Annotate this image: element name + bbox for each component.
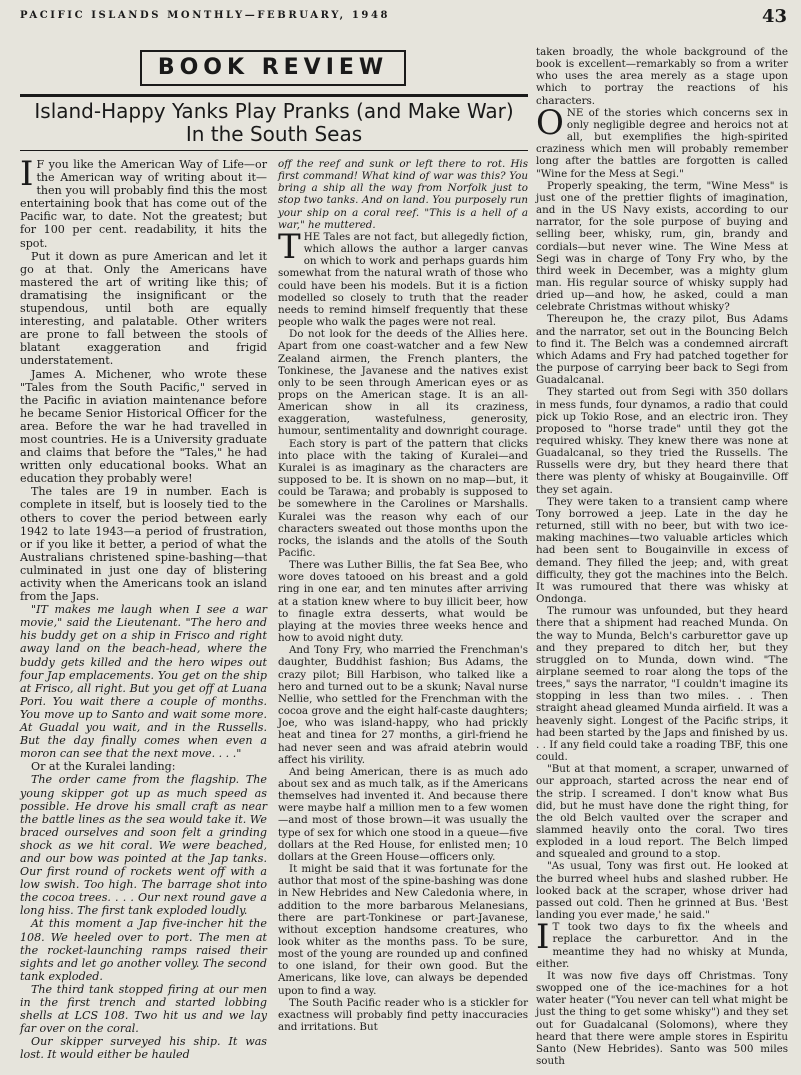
paragraph-text: Do not look for the deeds of the Allies here. Apart from one coast-watcher and a few New Zealand airmen, the French planters, the Tonkinese, the Javanese and the natives exist only to be seen through American eyes or as props on the American stage. It is an all-American show in all its craziness, exaggeration, wastefulness, generosity, humour, sentimentality and downright courage. xyxy=(278,328,528,438)
col1-paragraph xyxy=(20,1035,267,1061)
paragraph-text: HE Tales are not fact, but allegedly fiction, which allows the author a larger canvas on which to work and perhaps guards him somewhat from the natural wrath of those who could have been his models. But it is a fiction modelled so closely to truth that the reader needs to remind himself frequently that these people who walk the pages were not real. xyxy=(278,230,528,329)
col3-paragraph xyxy=(536,605,788,763)
col3-paragraph xyxy=(536,386,788,495)
headline-line-1: Island-Happy Yanks Play Pranks (and Make War) xyxy=(34,99,514,123)
col1-paragraph xyxy=(20,760,267,773)
col2-paragraph xyxy=(278,438,528,560)
col1-paragraph xyxy=(20,773,267,917)
paragraph-text: Our skipper surveyed his ship. It was lost. It would either be hauled xyxy=(20,1035,267,1062)
paragraph-text: The rumour was unfounded, but they heard there that a shipment had reached Munda. On the way to Munda, Belch's carburettor gave up and they prepared to ditch her, but they struggled on to Munda, down wind. "The airplane seemed to roar along the tops of the trees," says the narrator, "I couldn't imagine its stopping in less than two miles. . . Then straight ahead gleamed Munda airfield. It was a heavenly sight. Longest of the Pacific strips, it had been started by the Japs and finished by us. . . If any field could take a roading TBF, this one could. xyxy=(536,605,788,764)
paragraph-text: Put it down as pure American and let it go at that. Only the Americans have mastered the art of writing like this; of dramatising the insignificant or the stupendous, until both are equally interesting, and palatable. Other writers are prone to fall between the stools of blatant exaggeration and frigid understatement. xyxy=(20,249,267,368)
col3-paragraph xyxy=(536,313,788,386)
heading-rule-top xyxy=(20,94,528,97)
col1-paragraph xyxy=(20,485,267,603)
page-number: 43 xyxy=(761,6,787,27)
col2-paragraph xyxy=(278,158,528,231)
column-3 xyxy=(536,46,788,1067)
col2-paragraph xyxy=(278,644,528,766)
column-2 xyxy=(278,158,528,1033)
col3-paragraph xyxy=(536,180,788,314)
drop-cap: I xyxy=(20,154,34,194)
col2-paragraph xyxy=(278,997,528,1033)
paragraph-text: Properly speaking, the term, "Wine Mess" is just one of the prettier flights of imagination, and in the US Navy exists, according to our narrator, for the sole purpose of buying and selling beer, whisky, rum, gin, brandy and cordials—but never wine. The Wine Mess at Segi was in charge of Tony Fry who, by the third week in December, was a mighty glum man. His regular source of whisky supply had dried up—and how, he asked, could a man celebrate Christmas without whisky? xyxy=(536,179,788,314)
col2-paragraph xyxy=(278,559,528,644)
paragraph-text: "IT makes me laugh when I see a war movie," said the Lieutenant. "The hero and his buddy get on a ship in Frisco and right away land on the beach-head, where the buddy gets killed and the hero wipes out four Jap emplacements. You get on the ship at Frisco, all right. But you get off at Luana Pori. You wait there a couple of months. You move up to Santo and wait some more. At Guadal you wait, and in the Russells. But the day finally comes when even a moron can see that the next move. . . ." xyxy=(20,603,267,761)
col1-paragraph xyxy=(20,603,267,760)
paragraph-text: The tales are 19 in number. Each is complete in itself, but is loosely tied to the others to cover the period between early 1942 to late 1943—a period of frustration, or if you like it better, a period of what the Australians christened spine-bashing—that culminated in just one day of blistering activity when the Americans took an island from the Japs. xyxy=(20,485,267,604)
col1-paragraph xyxy=(20,917,267,982)
column-1 xyxy=(20,154,267,1062)
col3-paragraph xyxy=(536,970,788,1067)
col3-paragraph xyxy=(536,102,788,180)
running-head: PACIFIC ISLANDS MONTHLY—FEBRUARY, 1948 xyxy=(20,10,391,21)
paragraph-text: Each story is part of the pattern that clicks into place with the taking of Kuralei—and Kuralei is as imaginary as the characters are supposed to be. It is shown on no map—but, it could be Tarawa; and probably is supposed to be somewhere in the Carolines or Marshalls. Kuralei was the reason why each of our characters sweated out those months upon the rocks, the islands and the atolls of the South Pacific. xyxy=(278,437,528,559)
paragraph-text: They were taken to a transient camp where Tony borrowed a jeep. Late in the day he returned, still with no beer, but with two ice-making machines—two valuable articles which had been sent to Bougainville in excess of demand. They filled the jeep; and, with great difficulty, they got the machines into the Belch. It was rumoured that there was whisky at Ondonga. xyxy=(536,495,788,606)
col2-paragraph xyxy=(278,863,528,997)
paragraph-text: James A. Michener, who wrote these "Tales from the South Pacific," served in the Pacific in aviation maintenance before he became Senior Historical Officer for the area. Before the war he had travelled in most countries. He is a University graduate and claims that before the "Tales," he had written only educational books. What an education they probably were! xyxy=(20,367,267,486)
paragraph-text: The South Pacific reader who is a stickler for exactness will probably find petty inaccuracies and irritations. But xyxy=(278,996,528,1034)
paragraph-text: The third tank stopped firing at our men in the first trench and started lobbing shells at LCS 108. Two hit us and we lay far over on the coral. xyxy=(20,982,267,1036)
paragraph-text: Thereupon he, the crazy pilot, Bus Adams and the narrator, set out in the Bouncing Belch to find it. The Belch was a condemned aircraft which Adams and Fry had patched together for the purpose of carrying beer back to Segi from Guadalcanal. xyxy=(536,313,788,387)
col2-paragraph xyxy=(278,766,528,863)
drop-cap: I xyxy=(536,917,550,958)
paragraph-text: There was Luther Billis, the fat Sea Bee, who wore doves tatooed on his breast and a gold ring in one ear, and ten minutes after arriving at a station knew where to buy illicit beer, how to finagle extra desserts, what would be playing at the movies three weeks hence and how to avoid night duty. xyxy=(278,559,528,645)
col2-paragraph xyxy=(278,328,528,437)
drop-cap: T xyxy=(278,226,301,267)
col3-paragraph xyxy=(536,496,788,605)
col1-paragraph xyxy=(20,250,267,368)
paragraph-text: The order came from the flagship. The young skipper got up as much speed as possible. He drove his small craft as near the battle lines as the sea would take it. We braced ourselves and soon felt a grinding shock as we hit coral. We were beached, and our bow was pointed at the Jap tanks. Our first round of rockets went off with a low swish. Too high. The barrage shot into the cocoa trees. . . . Our next round gave a long hiss. The first tank exploded loudly. xyxy=(20,773,267,918)
headline-line-2: In the South Seas xyxy=(185,122,363,146)
paragraph-text: At this moment a Jap five-incher hit the 108. We heeled over to port. The men at the rocket-launching ramps raised their sights and let go another volley. The second tank exploded. xyxy=(20,917,267,983)
paragraph-text: "As usual, Tony was first out. He looked at the burred wheel hubs and slashed rubber. He looked back at the scraper, whose driver had passed out cold. Then he grinned at Bus. 'Best landing you ever made,' he said." xyxy=(536,860,788,922)
col3-paragraph xyxy=(536,763,788,860)
drop-cap: O xyxy=(536,102,564,143)
paragraph-text: T took two days to fix the wheels and replace the carburettor. And in the meantime they had no whisky at Munda, either. xyxy=(536,921,788,970)
col2-paragraph xyxy=(278,226,528,329)
paragraph-text: off the reef and sunk or left there to rot. His first command! What kind of war was this? You bring a ship all the way from Norfolk just to stop two tanks. And on land. You purposely run your ship on a coral reef. "This is a hell of a war," he muttered. xyxy=(278,158,528,231)
heading-rule-bottom xyxy=(20,150,528,151)
paragraph-text: taken broadly, the whole background of the book is excellent—remarkably so from a writer who uses the area merely as a stage upon which to portray the reactions of his characters. xyxy=(536,46,788,107)
section-label: BOOK REVIEW xyxy=(140,50,406,86)
col1-paragraph xyxy=(20,368,267,486)
paragraph-text: NE of the stories which concerns sex in only negligible degree and heroics not at all, but exemplifies the high-spirited craziness which men will probably remember long after the battles are forgotten is called "Wine for the Mess at Segi." xyxy=(536,106,788,180)
col1-paragraph xyxy=(20,983,267,1035)
col1-paragraph xyxy=(20,154,267,250)
paragraph-text: And Tony Fry, who married the Frenchman's daughter, Buddhist fashion; Bus Adams, the crazy pilot; Bill Harbison, who talked like a hero and turned out to be a skunk; Naval nurse Nellie, who settled for the Frenchman with the cocoa grove and the eight half-caste daughters; Joe, who was island-happy, who had prickly heat and tinea for 27 months, a girl-friend he had never seen and was afraid atebrin would affect his virility. xyxy=(278,644,528,766)
col3-paragraph xyxy=(536,860,788,921)
paragraph-text: Or at the Kuralei landing: xyxy=(31,760,176,774)
paragraph-text: It might be said that it was fortunate for the author that most of the spine-bashing was done in New Hebrides and New Caledonia where, in addition to the more barbarous Melanesians, there are part-Tonkinese or part-Javanese, without exception handsome creatures, who look whiter as the months pass. To be sure, most of the young are rounded up and confined to one island, for their own good. But the Americans, like love, can always be depended upon to find a way. xyxy=(278,863,528,997)
article-headline xyxy=(20,100,528,146)
col3-paragraph xyxy=(536,46,788,107)
col3-paragraph xyxy=(536,917,788,970)
paragraph-text: And being American, there is as much ado about sex and as much talk, as if the Americans themselves had invented it. And because there were maybe half a million men to a few women—and most of those brown—it was usually the type of sex for which one stood in a queue—five dollars at the Red House, for enlisted men; 10 dollars at the Green House—officers only. xyxy=(278,765,528,863)
paragraph-text: They started out from Segi with 350 dollars in mess funds, four dynamos, a radio that could pick up Tokio Rose, and an electric iron. They proposed to "horse trade" until they got the required whisky. They knew there was none at Guadalcanal, so they tried the Russells. The Russells were dry, but they heard there that there was plenty of whisky at Bougainville. Off they set again. xyxy=(536,386,788,496)
paragraph-text: "But at that moment, a scraper, unwarned of our approach, started across the near end of the strip. I screamed. I don't know what Bus did, but he must have done the right thing, for the old Belch vaulted over the scraper and slammed heavily onto the coral. Two tires exploded in a loud report. The Belch limped and squealed and ground to a stop. xyxy=(536,763,788,861)
paragraph-text: F you like the American Way of Life—or the American way of writing about it—then you will probably find this the most entertaining book that has come out of the Pacific war, to date. Not the greatest; but for 100 per cent. readability, it hits the spot. xyxy=(20,158,267,250)
paragraph-text: It was now five days off Christmas. Tony swopped one of the ice-machines for a hot water heater ("You never can tell what might be just the thing to get some whisky") and they set out for Guadalcanal (Solomons), where they heard that there were ample stores in Espiritu Santo (New Hebrides). Santo was 500 miles south xyxy=(536,969,788,1067)
